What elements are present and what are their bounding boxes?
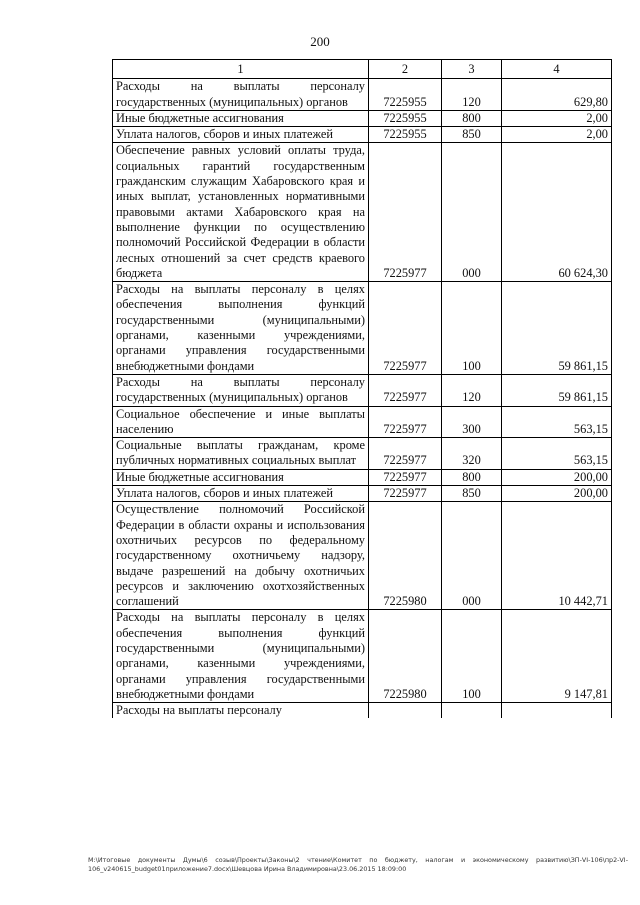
row-code-cell: 7225977 (369, 143, 442, 282)
row-code-cell: 7225977 (369, 469, 442, 485)
row-name-cell: Расходы на выплаты персоналу в целях обеспечения выполнения функций государственными (муниципальными) органами, казенными учреждениями, органами управления государственными внебюджетными фондами (113, 610, 369, 703)
row-type-cell: 320 (442, 438, 502, 470)
row-amount-cell: 2,00 (502, 127, 612, 143)
header-col-3: 3 (442, 60, 502, 79)
row-code-cell: 7225980 (369, 502, 442, 610)
row-name-cell: Уплата налогов, сборов и иных платежей (113, 486, 369, 502)
row-code-cell (369, 703, 442, 719)
row-amount-cell (502, 703, 612, 719)
row-code-cell: 7225977 (369, 406, 442, 438)
row-name-cell: Социальное обеспечение и иные выплаты населению (113, 406, 369, 438)
row-name-cell: Расходы на выплаты персоналу государственных (муниципальных) органов (113, 79, 369, 111)
row-amount-cell: 200,00 (502, 486, 612, 502)
row-amount-cell: 9 147,81 (502, 610, 612, 703)
table-body (113, 79, 612, 719)
row-code-cell: 7225955 (369, 110, 442, 126)
row-amount-cell: 59 861,15 (502, 282, 612, 375)
row-amount-cell: 563,15 (502, 438, 612, 470)
table-header-row (113, 60, 612, 79)
table-row (113, 127, 612, 143)
row-amount-cell: 60 624,30 (502, 143, 612, 282)
row-amount-cell: 563,15 (502, 406, 612, 438)
row-type-cell: 000 (442, 502, 502, 610)
file-path-footer: M:\Итоговые документы Думы\6 созыв\Проекты\Законы\2 чтение\Комитет по бюджету, налогам и экономическому развитию\ЗП-VI-106\пр2-VI-106_v240615_budget01приложение7.docx\Шевцова Ирина Владимировна\23.06.2015 18:09:00 (88, 856, 628, 873)
row-type-cell: 300 (442, 406, 502, 438)
row-type-cell (442, 703, 502, 719)
row-code-cell: 7225955 (369, 127, 442, 143)
row-name-cell: Социальные выплаты гражданам, кроме публичных нормативных социальных выплат (113, 438, 369, 470)
table-row (113, 486, 612, 502)
row-type-cell: 120 (442, 374, 502, 406)
table-row (113, 469, 612, 485)
row-type-cell: 000 (442, 143, 502, 282)
page-number: 200 (310, 34, 330, 49)
row-type-cell: 100 (442, 610, 502, 703)
row-code-cell: 7225977 (369, 374, 442, 406)
row-type-cell: 800 (442, 469, 502, 485)
header-col-2: 2 (369, 60, 442, 79)
row-code-cell: 7225977 (369, 282, 442, 375)
row-name-cell: Уплата налогов, сборов и иных платежей (113, 127, 369, 143)
row-name-cell: Расходы на выплаты персоналу в целях обеспечения выполнения функций государственными (муниципальными) органами, казенными учреждениями, органами управления государственными внебюджетными фондами (113, 282, 369, 375)
row-amount-cell: 629,80 (502, 79, 612, 111)
row-type-cell: 100 (442, 282, 502, 375)
row-name-cell: Обеспечение равных условий оплаты труда, социальных гарантий государственным гражданским служащим Хабаровского края и иных выплат, установленных нормативными правовыми актами Хабаровского края на выполнение функции по осуществлению полномочий Российской Федерации в области лесных отношений за счет средств краевого бюджета (113, 143, 369, 282)
row-code-cell: 7225977 (369, 486, 442, 502)
row-type-cell: 800 (442, 110, 502, 126)
table-row (113, 406, 612, 438)
row-amount-cell: 2,00 (502, 110, 612, 126)
row-amount-cell: 59 861,15 (502, 374, 612, 406)
table-row (113, 610, 612, 703)
table-row (113, 438, 612, 470)
row-type-cell: 120 (442, 79, 502, 111)
row-code-cell: 7225980 (369, 610, 442, 703)
row-code-cell: 7225977 (369, 438, 442, 470)
row-type-cell: 850 (442, 127, 502, 143)
table-row (113, 703, 612, 719)
row-name-cell: Иные бюджетные ассигнования (113, 110, 369, 126)
row-name-cell: Иные бюджетные ассигнования (113, 469, 369, 485)
row-name-cell: Расходы на выплаты персоналу государственных (муниципальных) органов (113, 374, 369, 406)
row-name-cell: Осуществление полномочий Российской Федерации в области охраны и использования охотничьих ресурсов по федеральному государственному охотничьему надзору, выдаче разрешений на добычу охотничьих ресурсов и заключению охотхозяйственных соглашений (113, 502, 369, 610)
row-name-cell: Расходы на выплаты персоналу (113, 703, 369, 719)
table-row (113, 143, 612, 282)
row-type-cell: 850 (442, 486, 502, 502)
table-row (113, 110, 612, 126)
table-row (113, 282, 612, 375)
row-code-cell: 7225955 (369, 79, 442, 111)
header-col-1: 1 (113, 60, 369, 79)
row-amount-cell: 10 442,71 (502, 502, 612, 610)
table-row (113, 502, 612, 610)
header-col-4: 4 (502, 60, 612, 79)
row-amount-cell: 200,00 (502, 469, 612, 485)
budget-table (112, 59, 612, 718)
table-row (113, 374, 612, 406)
table-row (113, 79, 612, 111)
